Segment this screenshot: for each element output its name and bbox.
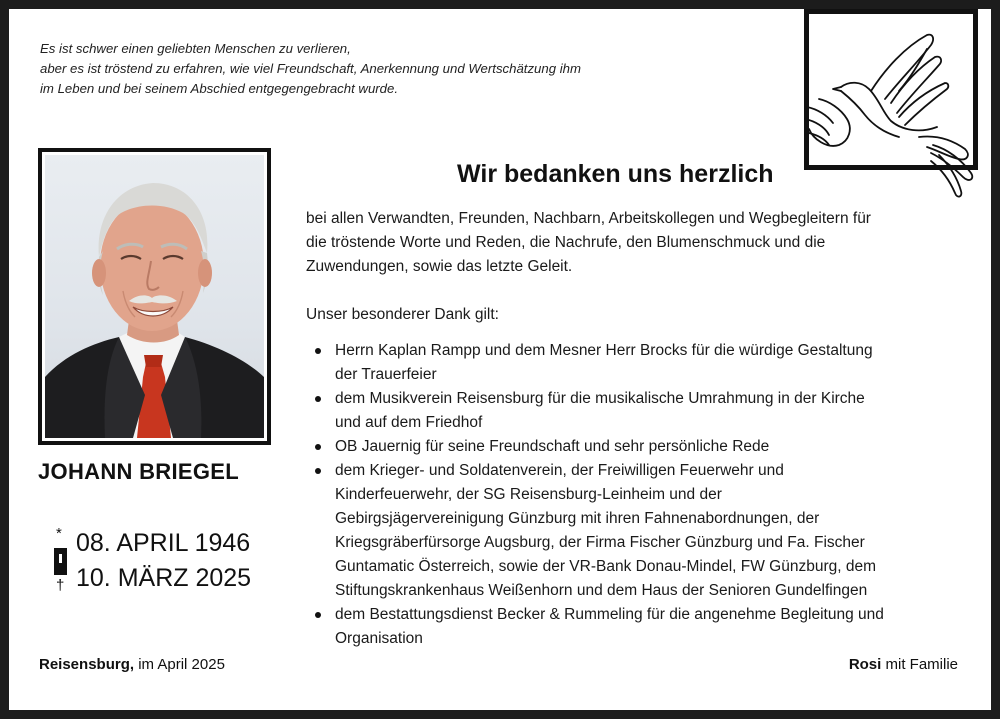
intro-line: Zuwendungen, sowie das letzte Geleit. (306, 258, 573, 275)
thanks-item-line: Kinderfeuerwehr, der SG Reisensburg-Leinheim und der (335, 486, 722, 503)
thanks-item-line: Gebirgsjägervereinigung Günzburg mit ihren Fahnenabordnungen, der (335, 510, 820, 527)
thanks-item-line: der Trauerfeier (335, 366, 437, 383)
thanks-item-line: Herrn Kaplan Rampp und dem Mesner Herr Brocks für die würdige Gestaltung (335, 342, 873, 359)
footer-signer-suffix: mit Familie (881, 656, 958, 673)
birth-date: 08. APRIL 1946 (76, 529, 251, 557)
special-thanks-label: Unser besonderer Dank gilt: (306, 306, 499, 323)
intro-line: die tröstende Worte und Reden, die Nachrufe, den Blumenschmuck und die (306, 234, 826, 251)
thanks-item (306, 435, 976, 459)
condolence-quote (40, 39, 740, 99)
thanks-item-line: dem Bestattungsdienst Becker & Rummeling für die angenehme Begleitung und (335, 606, 884, 623)
notice-card (9, 9, 991, 710)
thanks-item-line: dem Musikverein Reisensburg für die musikalische Umrahmung in der Kirche (335, 390, 865, 407)
birth-symbol: * (56, 525, 62, 542)
thanks-item (306, 603, 976, 651)
thanks-item (306, 387, 976, 435)
thanks-list (306, 339, 976, 651)
death-date: 10. MÄRZ 2025 (76, 564, 252, 592)
life-dates (51, 526, 251, 596)
portrait-photo (45, 155, 264, 438)
footer-signature (849, 656, 958, 673)
thanks-item-line: Kriegsgräberfürsorge Augsburg, der Firma Fischer Günzburg und Fa. Fischer (335, 534, 865, 551)
thanks-item-line: Stiftungskrankenhaus Weißenhorn und dem Haus der Senioren Gundelfingen (335, 582, 868, 599)
footer-date: im April 2025 (134, 656, 225, 673)
portrait-illustration (45, 155, 264, 438)
death-row (51, 561, 251, 596)
deceased-name: JOHANN BRIEGEL (38, 459, 239, 484)
thanks-body (306, 207, 976, 651)
quote-line: aber es ist tröstend zu erfahren, wie viel Freundschaft, Anerkennung und Wertschätzung ihm (40, 61, 581, 76)
birth-row (51, 526, 251, 561)
dove-icon (799, 29, 989, 209)
thanks-heading: Wir bedanken uns herzlich (457, 160, 774, 188)
footer-place-date (39, 656, 225, 673)
intro-line: bei allen Verwandten, Freunden, Nachbarn, Arbeitskollegen und Wegbegleitern für (306, 210, 871, 227)
death-symbol: † (56, 577, 65, 594)
thanks-item-line: OB Jauernig für seine Freundschaft und sehr persönliche Rede (335, 438, 770, 455)
quote-line: im Leben und bei seinem Abschied entgegengebracht wurde. (40, 81, 399, 96)
thanks-item-line: Organisation (335, 630, 423, 647)
footer-signer: Rosi (848, 656, 882, 673)
spacer (306, 327, 976, 339)
spacer (306, 279, 976, 303)
thanks-item-line: dem Krieger- und Soldatenverein, der Freiwilligen Feuerwehr und (335, 462, 784, 479)
thanks-item-line: Guntamatic Österreich, sowie der VR-Bank Donau-Mindel, FW Günzburg, dem (335, 558, 876, 575)
thanks-item (306, 459, 976, 603)
portrait-frame (38, 148, 271, 445)
thanks-item (306, 339, 976, 387)
quote-line: Es ist schwer einen geliebten Menschen zu verlieren, (40, 41, 351, 56)
footer-place: Reisensburg, (39, 656, 135, 673)
thanks-item-line: und auf dem Friedhof (335, 414, 483, 431)
